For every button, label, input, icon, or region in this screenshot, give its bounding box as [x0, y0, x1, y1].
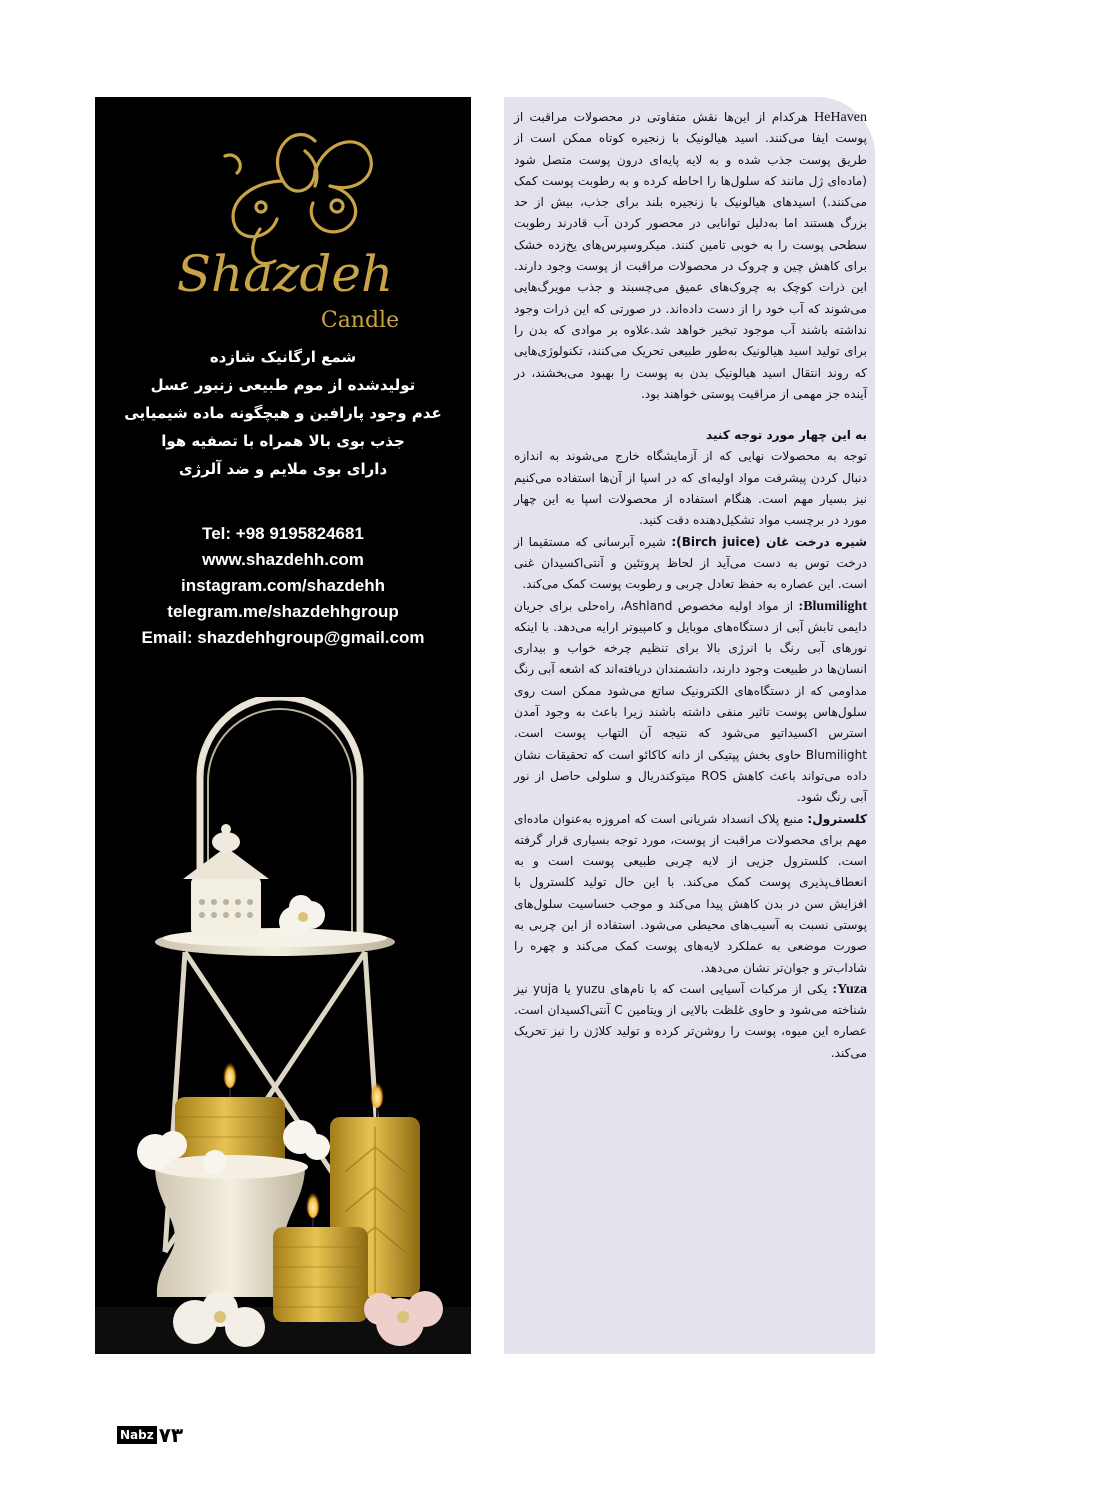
ingredient-term: شیره درخت غان (Birch juice): [671, 534, 867, 549]
ad-tagline [95, 343, 471, 483]
logo-sub: Candle [320, 308, 400, 333]
section-intro: توجه به محصولات نهایی که از آزمایشگاه خارج می‌شوند به اندازه دنبال کردن پیشرفت مواد اولیه‌ای که در اسپا از آن‌ها استفاده می‌کنیم نیز بسیار مهم است. هنگام استفاده از محصولات اسپا به این چهار مورد در برچسب مواد تشکیل‌دهنده دقت کنید. [514, 449, 867, 528]
ingredient-text: منبع پلاک انسداد شریانی است که امروزه به‌عنوان ماده‌ای مهم برای محصولات مراقبت از پوست، مورد توجه بسیاری قرار گرفته است. کلسترول جزیی از لایه چربی طبیعی پوست است و به انعطاف‌پذیری پوست کمک می‌کند. با این حال تولید کلسترول با افزایش سن در بدن کاهش پیدا می‌کند و موجب حساسیت سلول‌های پوستی نسبت به آسیب‌های محیطی می‌شود. استفاده از این چربی به صورت موضعی به عملکرد لایه‌های پوست کمک می‌کند و چهره را شاداب‌تر و جوان‌تر نشان می‌دهد. [514, 811, 867, 975]
page-number: ۷۳ [158, 1423, 184, 1447]
tagline-line: عدم وجود پارافین و هیچگونه ماده شیمیایی [124, 404, 442, 422]
tagline-line: دارای بوی ملایم و ضد آلرژی [178, 460, 388, 478]
ad-contact-info [95, 521, 471, 651]
email-link[interactable]: Email: shazdehhgroup@gmail.com [141, 628, 425, 647]
ingredient-cholesterol [514, 809, 867, 979]
lantern-candles-photo-icon [95, 697, 471, 1354]
instagram-link[interactable]: instagram.com/shazdehh [180, 576, 386, 595]
tagline-line: تولیدشده از موم طبیعی زنبور عسل [150, 376, 416, 394]
ingredient-text: از مواد اولیه مخصوص Ashland، راه‌حلی برای جریان دایمی تابش آبی از دستگاه‌های موبایل و کامپیوتر ارایه می‌دهد. با اینکه نورهای آبی رنگ با انرژی بالا برای تنظیم چرخه خواب و بیداری انسان‌ها در طبیعت وجود دارند، دانشمندان دریافته‌اند که اشعه آبی رنگ مداومی که از دستگاه‌های الکترونیک ساتع می‌شود ممکن است روی سلول‌هاس پوست تاثیر منفی داشته باشند زیرا باعث به وجود آمدن استرس اکسیداتیو می‌شود که نتیجه آن التهاب پوست است. Blumilight حاوی بخش پپتیکی از دانه کاکائو است که تحقیقات نشان داده می‌تواند باعث کاهش ROS میتوکندریال و سلولی حاصل از نور آبی رنگ شود. [514, 598, 867, 805]
shazdeh-candle-advertisement [95, 97, 471, 1354]
ingredient-term: Yuza: [832, 981, 867, 997]
tagline-line: شمع ارگانیک شازده [209, 348, 357, 366]
intro-paragraph [514, 107, 867, 405]
magazine-brand: Nabz [117, 1426, 157, 1444]
ingredient-yuza [514, 979, 867, 1064]
ingredient-blumilight [514, 596, 867, 809]
intro-text: هرکدام از این‌ها نقش متفاوتی در محصولات مراقبت از پوست ایفا می‌کنند. اسید هیالونیک با زنجیره کوتاه ممکن است از طریق پوست جذب شده و به لایه پایه‌ای درون پوست متصل شود (ماده‌ای ژل مانند که سلول‌ها را احاطه کرده و به رطوبت پوست کمک می‌کنند.) اسیدهای هیالونیک با زنجیره بلند برای جذب، بیش از حد بزرگ هستند اما به‌دلیل توانایی در محصور کردن آب قادرند رطوبت سطحی پوست را به خوبی تامین کنند. میکروسپرس‌های یخ‌زده خشک برای کاهش چین و چروک در محصولات مراقبت از پوست وجود دارند. این ذرات کوچک به چروک‌های عمیق می‌چسبند و جذب مویرگ‌هایی می‌شوند که آب خود را از دست داده‌اند. در صورتی که این ذرات وجود نداشته باشند آب موجود تبخیر خواهد شد.علاوه بر موادی که بدن را برای تولید اسید هیالونیک به‌طور طبیعی تحریک می‌کنند، تکنولوژی‌هایی که روند انتقال اسید هیالونیک بدن به پوست را بهبود می‌بخشند، در آینده جز مهمی از مراقبت پوستی خواهند بود. [514, 110, 867, 401]
intro-lead: HeHaven [814, 110, 867, 125]
butterfly-logo-icon [165, 111, 405, 341]
ingredient-birch-juice [514, 532, 867, 596]
page-folio [117, 1424, 183, 1446]
ingredient-term: کلسترول: [807, 811, 867, 826]
ingredient-term: Blumilight: [798, 598, 867, 614]
article-body [514, 107, 867, 1064]
website-link[interactable]: www.shazdehh.com [202, 550, 364, 569]
ingredient-text: یکی از مرکبات آسیایی است که با نام‌های yuzu یا yuja نیز شناخته می‌شود و حاوی غلظت بالایی از ویتامین C آنتی‌اکسیدان است. عصاره این میوه، پوست را روشن‌تر کرده و تولید کلاژن را نیز تحریک می‌کند. [514, 981, 867, 1060]
telegram-link[interactable]: telegram.me/shazdehhgroup [167, 602, 399, 621]
section-heading: به این چهار مورد توجه کنید [705, 428, 867, 443]
article-panel [504, 97, 875, 1354]
tagline-line: جذب بوی بالا همراه با تصفیه هوا [161, 432, 405, 450]
ingredient-text: شیره آبرسانی که مستقیما از درخت توس به دست می‌آید از لحاظ پروتئین و آنتی‌اکسیدان غنی است. این عصاره به حفظ تعادل چربی و رطوبت پوست کمک می‌کند. [514, 534, 867, 592]
phone-number: Tel: +98 9195824681 [202, 524, 364, 543]
logo-script: Shazdeh [176, 245, 394, 303]
